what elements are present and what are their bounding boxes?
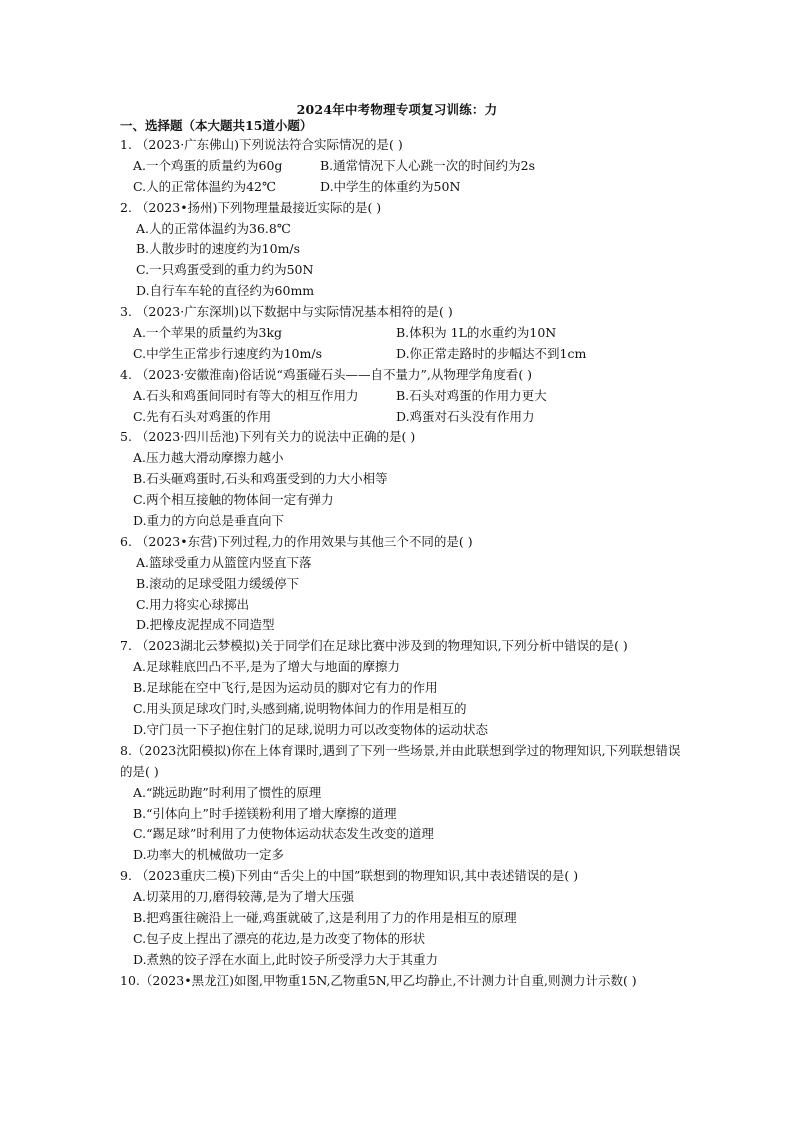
question-3-stem: 3. （2023·广东深圳)以下数据中与实际情况基本相符的是( ) [120, 304, 453, 320]
question-5-stem: 5. （2023·四川岳池)下列有关力的说法中正确的是( ) [120, 429, 416, 445]
question-8-option-a: A.“跳远助跑”时利用了惯性的原理 [133, 784, 322, 800]
question-4-option-b: B.石头对鸡蛋的作用力更大 [396, 387, 547, 403]
question-list [120, 135, 685, 992]
question-1-option-a: A.一个鸡蛋的质量约为60g [133, 157, 283, 173]
question-3-option-c: C.中学生正常步行速度约为10m/s [133, 345, 322, 361]
section-heading: 一、选择题（本大题共15道小题） [120, 118, 313, 133]
question-4-options-row-2 [120, 407, 685, 428]
question-1-option-d: D.中学生的体重约为50N [320, 178, 461, 194]
question-8-stem: 8.（2023沈阳模拟)你在上体育课时,遇到了下列一些场景,并由此联想到学过的物理知识,下列联想错误的是( ) [120, 742, 681, 779]
question-9-option-c: C.包子皮上捏出了漂亮的花边,是力改变了物体的形状 [133, 930, 426, 946]
question-7-option-a: A.足球鞋底凹凸不平,是为了增大与地面的摩擦力 [133, 659, 400, 675]
question-4-option-a: A.石头和鸡蛋间同时有等大的相互作用力 [133, 387, 359, 403]
question-7-option-d: D.守门员一下子抱住射门的足球,说明力可以改变物体的运动状态 [133, 721, 489, 737]
question-9-option-d: D.煮熟的饺子浮在水面上,此时饺子所受浮力大于其重力 [133, 951, 439, 967]
question-3-option-d: D.你正常走路时的步幅达不到1cm [396, 345, 587, 361]
question-8-option-d: D.功率大的机械做功一定多 [133, 847, 285, 863]
question-4-stem: 4. （2023·安徽淮南)俗话说“鸡蛋碰石头——自不量力”,从物理学角度看( ) [120, 366, 533, 382]
question-2-option-c: C.一只鸡蛋受到的重力约为50N [136, 262, 314, 278]
question-7-stem: 7. （2023湖北云梦模拟)关于同学们在足球比赛中涉及到的物理知识,下列分析中错误的是( ) [120, 638, 628, 654]
question-2-option-a: A.人的正常体温约为36.8℃ [136, 220, 291, 236]
question-9-option-b: B.把鸡蛋往碗沿上一碰,鸡蛋就破了,这是利用了力的作用是相互的原理 [133, 910, 517, 925]
question-8-option-c: C.“踢足球”时利用了力使物体运动状态发生改变的道理 [133, 826, 434, 842]
question-6-option-c: C.用力将实心球掷出 [136, 596, 250, 612]
question-6-option-a: A.篮球受重力从篮筐内竖直下落 [136, 554, 312, 570]
question-5-option-c: C.两个相互接触的物体间一定有弹力 [133, 492, 334, 508]
document-title: 2024年中考物理专项复习训练：力 [296, 102, 498, 117]
question-2-option-b: B.人散步时的速度约为10m/s [136, 241, 301, 257]
question-7-option-b: B.足球能在空中飞行,是因为运动员的脚对它有力的作用 [133, 680, 438, 696]
question-8-option-b: B.“引体向上”时手搓镁粉利用了增大摩擦的道理 [133, 805, 397, 821]
question-3-options-row-1 [120, 323, 685, 344]
question-3-option-b: B.体积为 1L的水重约为10N [396, 325, 557, 341]
question-5-option-d: D.重力的方向总是垂直向下 [133, 513, 285, 529]
question-1-options-row-1 [120, 156, 685, 177]
question-6-option-b: B.滚动的足球受阻力缓缓停下 [136, 575, 300, 591]
question-5-option-a: A.压力越大滑动摩擦力越小 [133, 450, 284, 466]
question-2-stem: 2. （2023•扬州)下列物理量最接近实际的是( ) [120, 199, 382, 215]
question-1-stem: 1. （2023·广东佛山)下列说法符合实际情况的是( ) [120, 137, 403, 152]
question-10-stem: 10.（2023•黑龙江)如图,甲物重15N,乙物重5N,甲乙均静止,不计测力计自重,则测力计示数( ) [120, 972, 637, 988]
question-1-options-row-2 [120, 177, 685, 198]
question-4-option-c: C.先有石头对鸡蛋的作用 [133, 408, 272, 424]
question-3-options-row-2 [120, 344, 685, 365]
question-3-option-a: A.一个苹果的质量约为3kg [133, 325, 283, 341]
question-4-options-row-1 [120, 386, 685, 407]
question-1-option-b: B.通常情况下人心跳一次的时间约为2s [320, 157, 536, 173]
question-6-stem: 6. （2023•东营)下列过程,力的作用效果与其他三个不同的是( ) [120, 533, 473, 549]
question-9-option-a: A.切菜用的刀,磨得较薄,是为了增大压强 [133, 889, 354, 905]
question-1-option-c: C.人的正常体温约为42℃ [133, 178, 276, 194]
question-2-option-d: D.自行车车轮的直径约为60mm [136, 283, 315, 299]
question-4-option-d: D.鸡蛋对石头没有作用力 [396, 408, 535, 424]
question-5-option-b: B.石头砸鸡蛋时,石头和鸡蛋受到的力大小相等 [133, 471, 388, 487]
question-9-stem: 9. （2023重庆二模)下列由“舌尖上的中国”联想到的物理知识,其中表述错误的是( ) [120, 868, 579, 884]
question-7-option-c: C.用头顶足球攻门时,头感到痛,说明物体间力的作用是相互的 [133, 701, 467, 717]
question-6-option-d: D.把橡皮泥捏成不同造型 [136, 617, 275, 633]
